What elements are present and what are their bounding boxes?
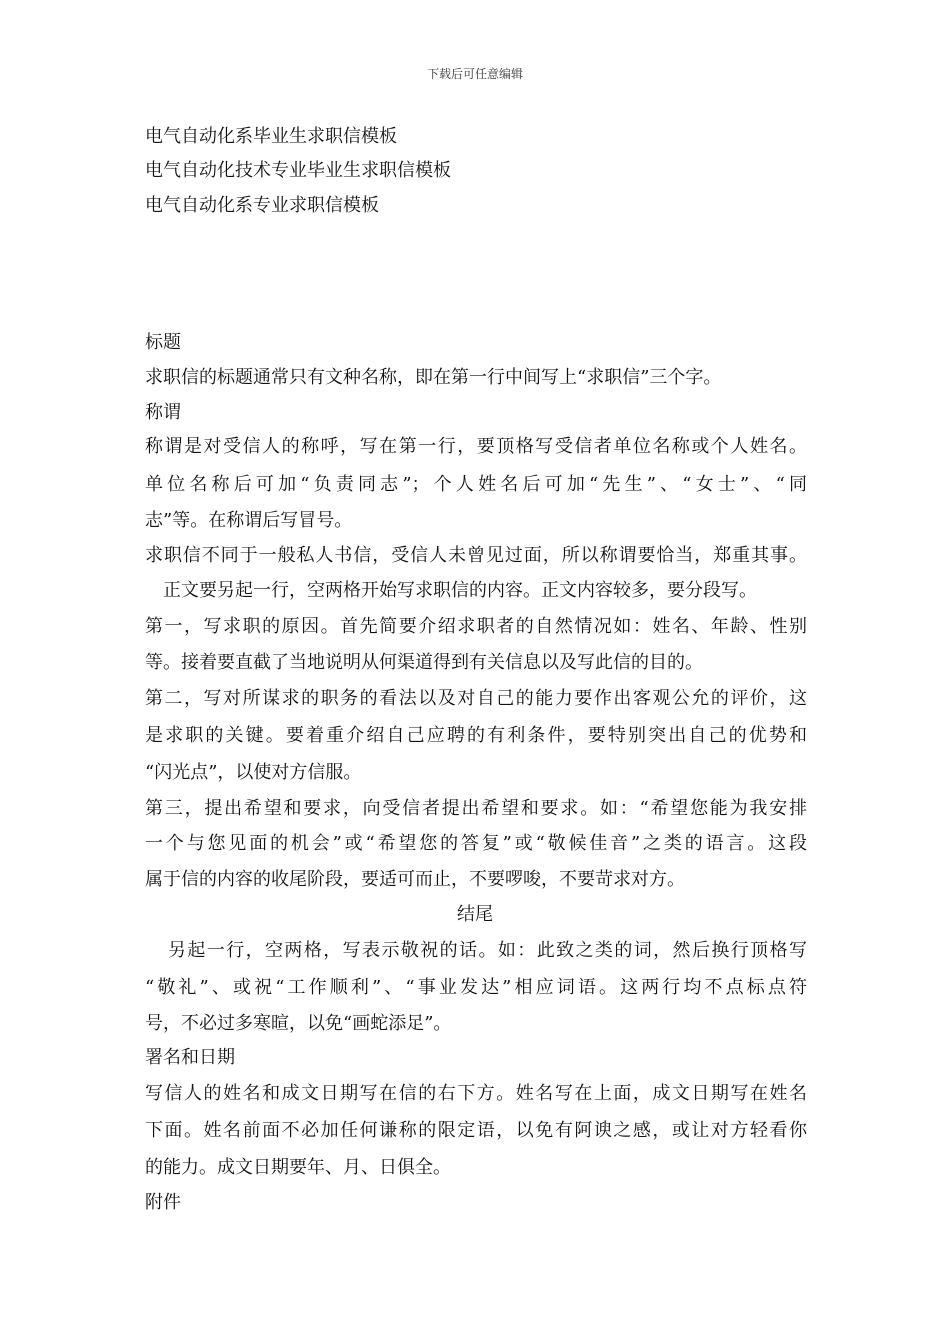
paragraph-line: 等。接着要直截了当地说明从何渠道得到有关信息以及写此信的目的。 — [145, 652, 703, 673]
paragraph-line: “闪光点”，以使对方信服。 — [145, 762, 362, 783]
section-heading-attachment: 附件 — [145, 1192, 181, 1213]
paragraph-line: 第三，提出希望和要求，向受信者提出希望和要求。如：“希望您能为我安排 — [145, 798, 807, 819]
paragraph-line: “敬礼”、或祝“工作顺利”、“事业发达”相应词语。这两行均不点标点符 — [145, 977, 807, 998]
section-heading-title: 标题 — [145, 332, 181, 353]
section-heading-signature: 署名和日期 — [145, 1047, 235, 1068]
section-heading-salutation: 称谓 — [145, 402, 181, 423]
paragraph-line: 第二，写对所谋求的职务的看法以及对自己的能力要作出客观公允的评价，这 — [145, 688, 807, 709]
paragraph-line-indented: 正文要另起一行，空两格开始写求职信的内容。正文内容较多，要分段写。 — [163, 580, 757, 601]
header-note: 下载后可任意编辑 — [426, 67, 523, 81]
paragraph-line: 是求职的关键。要着重介绍自己应聘的有利条件，要特别突出自己的优势和 — [145, 725, 807, 746]
title-line-2: 电气自动化技术专业毕业生求职信模板 — [145, 160, 451, 181]
paragraph-line: 单位名称后可加“负责同志”；个人姓名后可加“先生”、“女士”、“同 — [145, 474, 807, 495]
paragraph-line: 的能力。成文日期要年、月、日俱全。 — [145, 1157, 451, 1178]
paragraph-line-indented: 另起一行，空两格，写表示敬祝的话。如：此致之类的词，然后换行顶格写 — [168, 940, 807, 961]
paragraph-line: 志”等。在称谓后写冒号。 — [145, 510, 353, 531]
section-heading-closing: 结尾 — [457, 904, 493, 925]
paragraph-line: 一个与您见面的机会”或“希望您的答复”或“敬候佳音”之类的语言。这段 — [145, 833, 807, 854]
paragraph-line: 称谓是对受信人的称呼，写在第一行，要顶格写受信者单位名称或个人姓名。 — [145, 436, 807, 457]
paragraph-line: 号，不必过多寒暄，以免“画蛇添足”。 — [145, 1013, 452, 1034]
paragraph-line: 写信人的姓名和成文日期写在信的右下方。姓名写在上面，成文日期写在姓名 — [145, 1083, 807, 1104]
title-line-1: 电气自动化系毕业生求职信模板 — [145, 126, 397, 147]
paragraph-line: 下面。姓名前面不必加任何谦称的限定语，以免有阿谀之感，或让对方轻看你 — [145, 1120, 807, 1141]
title-line-3: 电气自动化系专业求职信模板 — [145, 195, 379, 216]
paragraph-line: 属于信的内容的收尾阶段，要适可而止，不要啰唆，不要苛求对方。 — [145, 869, 685, 890]
paragraph-line: 求职信不同于一般私人书信，受信人未曾见过面，所以称谓要恰当，郑重其事。 — [145, 545, 807, 566]
paragraph-line: 第一，写求职的原因。首先简要介绍求职者的自然情况如：姓名、年龄、性别 — [145, 616, 807, 637]
paragraph-line: 求职信的标题通常只有文种名称，即在第一行中间写上“求职信”三个字。 — [145, 367, 722, 388]
